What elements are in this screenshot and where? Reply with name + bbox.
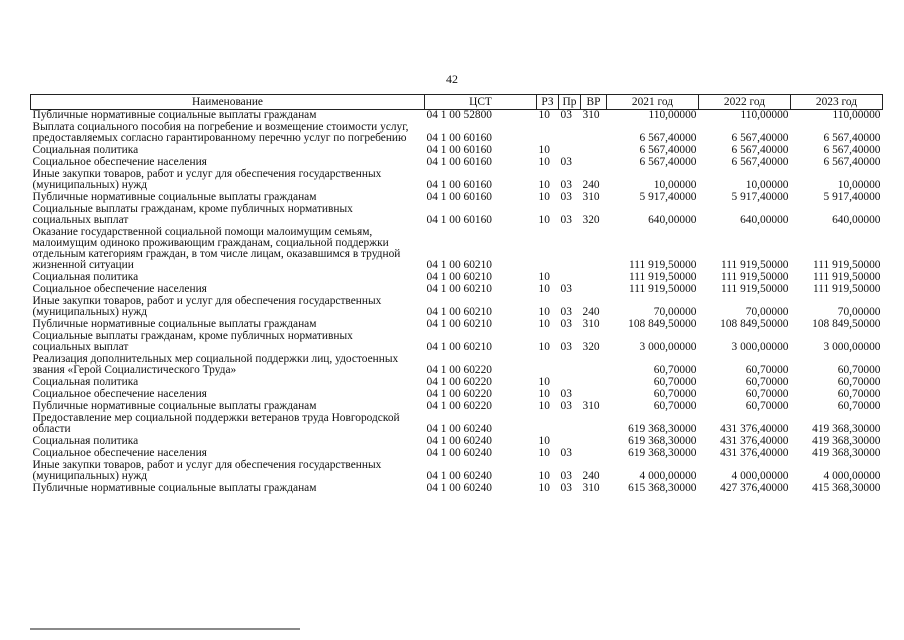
row-rz-code: 10 xyxy=(538,144,550,156)
row-csr-code: 04 1 00 60220 xyxy=(426,376,492,388)
table-row xyxy=(31,331,883,354)
row-name: Социальные выплаты гражданам, кроме публичных нормативных социальных выплат xyxy=(32,203,353,226)
row-amount-2021: 4 000,00000 xyxy=(639,470,697,482)
row-amount-2023: 70,00000 xyxy=(837,306,881,318)
table-row xyxy=(31,122,883,145)
row-pr-code: 03 xyxy=(560,306,572,318)
row-pr-code xyxy=(559,354,581,377)
row-rz-code: 10 xyxy=(538,283,550,295)
row-pr-code xyxy=(559,122,581,145)
row-amount-2021: 60,70000 xyxy=(653,364,697,376)
page-number: 42 xyxy=(446,72,458,86)
row-vr-code xyxy=(581,377,607,389)
row-name: Социальное обеспечение населения xyxy=(32,283,207,295)
row-vr-code: 240 xyxy=(582,179,600,191)
row-rz-code: 10 xyxy=(538,306,550,318)
row-pr-code: 03 xyxy=(560,470,572,482)
row-pr-code: 03 xyxy=(560,109,572,121)
row-rz-code: 10 xyxy=(538,179,550,191)
row-csr-code: 04 1 00 60210 xyxy=(426,341,492,353)
row-csr-code: 04 1 00 60210 xyxy=(426,306,492,318)
column-header-2022: 2022 год xyxy=(699,95,791,110)
row-name: Социальное обеспечение населения xyxy=(32,447,207,459)
row-vr-code xyxy=(581,448,607,460)
row-rz-code: 10 xyxy=(538,388,550,400)
row-amount-2021: 70,00000 xyxy=(653,306,697,318)
column-header-name: Наименование xyxy=(31,95,425,110)
row-amount-2021: 6 567,40000 xyxy=(639,144,697,156)
row-rz-code: 10 xyxy=(538,482,550,494)
row-pr-code: 03 xyxy=(560,388,572,400)
table-row xyxy=(31,169,883,192)
row-name: Социальная политика xyxy=(32,271,139,283)
row-vr-code: 310 xyxy=(582,109,600,121)
row-amount-2022: 640,00000 xyxy=(740,214,789,226)
row-vr-code: 310 xyxy=(582,318,600,330)
row-amount-2022: 431 376,40000 xyxy=(720,447,789,459)
row-pr-code: 03 xyxy=(560,482,572,494)
row-amount-2022: 5 917,40000 xyxy=(731,191,789,203)
row-amount-2023: 60,70000 xyxy=(837,400,881,412)
table-row xyxy=(31,204,883,227)
row-csr-code: 04 1 00 60210 xyxy=(426,259,492,271)
table-row xyxy=(31,227,883,272)
row-amount-2023: 6 567,40000 xyxy=(823,156,881,168)
row-csr-code: 04 1 00 60210 xyxy=(426,283,492,295)
row-rz-code: 10 xyxy=(538,109,550,121)
row-amount-2022: 431 376,40000 xyxy=(720,423,789,435)
row-rz-code: 10 xyxy=(538,470,550,482)
row-vr-code xyxy=(581,272,607,284)
row-amount-2022: 4 000,00000 xyxy=(731,470,789,482)
row-rz-code xyxy=(537,354,559,377)
footer-divider xyxy=(30,628,300,630)
column-header-rz: РЗ xyxy=(537,95,559,110)
row-vr-code xyxy=(581,145,607,157)
row-csr-code: 04 1 00 60220 xyxy=(426,400,492,412)
row-rz-code xyxy=(537,227,559,272)
row-vr-code xyxy=(581,227,607,272)
row-rz-code: 10 xyxy=(538,271,550,283)
row-amount-2021: 111 919,50000 xyxy=(629,271,697,283)
row-amount-2021: 619 368,30000 xyxy=(628,435,697,447)
row-csr-code: 04 1 00 60160 xyxy=(426,156,492,168)
row-name: Социальные выплаты гражданам, кроме публичных нормативных социальных выплат xyxy=(32,330,353,353)
row-vr-code: 240 xyxy=(582,470,600,482)
row-name: Реализация дополнительных мер социальной поддержки лиц, удостоенных звания «Герой Социалистического Труда» xyxy=(32,353,399,376)
row-pr-code: 03 xyxy=(560,341,572,353)
row-csr-code: 04 1 00 60160 xyxy=(426,144,492,156)
row-amount-2023: 419 368,30000 xyxy=(812,435,881,447)
column-header-2023: 2023 год xyxy=(791,95,883,110)
row-name: Публичные нормативные социальные выплаты гражданам xyxy=(32,482,317,494)
row-amount-2021: 60,70000 xyxy=(653,400,697,412)
row-amount-2023: 6 567,40000 xyxy=(823,132,881,144)
row-amount-2021: 640,00000 xyxy=(648,214,697,226)
row-amount-2022: 6 567,40000 xyxy=(731,156,789,168)
row-csr-code: 04 1 00 60160 xyxy=(426,191,492,203)
row-vr-code xyxy=(581,354,607,377)
row-csr-code: 04 1 00 60240 xyxy=(426,470,492,482)
row-rz-code xyxy=(537,122,559,145)
row-vr-code: 320 xyxy=(582,214,600,226)
row-amount-2022: 111 919,50000 xyxy=(721,283,789,295)
row-csr-code: 04 1 00 60240 xyxy=(426,482,492,494)
row-rz-code: 10 xyxy=(538,376,550,388)
row-amount-2023: 419 368,30000 xyxy=(812,447,881,459)
row-csr-code: 04 1 00 60160 xyxy=(426,214,492,226)
row-pr-code: 03 xyxy=(560,283,572,295)
row-csr-code: 04 1 00 60220 xyxy=(426,364,492,376)
row-pr-code: 03 xyxy=(560,318,572,330)
row-name: Публичные нормативные социальные выплаты гражданам xyxy=(32,318,317,330)
row-vr-code: 320 xyxy=(582,341,600,353)
row-amount-2023: 5 917,40000 xyxy=(823,191,881,203)
row-amount-2022: 6 567,40000 xyxy=(731,144,789,156)
row-name: Иные закупки товаров, работ и услуг для обеспечения государственных (муниципальных) нужд xyxy=(32,168,382,191)
row-name: Социальная политика xyxy=(32,144,139,156)
row-amount-2022: 10,00000 xyxy=(745,179,789,191)
row-rz-code: 10 xyxy=(538,214,550,226)
row-rz-code: 10 xyxy=(538,341,550,353)
row-amount-2023: 640,00000 xyxy=(832,214,881,226)
row-amount-2021: 60,70000 xyxy=(653,388,697,400)
column-header-csr: ЦСТ xyxy=(425,95,537,110)
row-rz-code xyxy=(537,413,559,436)
row-name: Социальное обеспечение населения xyxy=(32,156,207,168)
column-header-vr: ВР xyxy=(581,95,607,110)
row-amount-2021: 111 919,50000 xyxy=(629,259,697,271)
row-csr-code: 04 1 00 60240 xyxy=(426,423,492,435)
row-amount-2022: 108 849,50000 xyxy=(720,318,789,330)
row-name: Социальная политика xyxy=(32,376,139,388)
table-row xyxy=(31,354,883,377)
row-rz-code: 10 xyxy=(538,435,550,447)
budget-table xyxy=(30,94,883,495)
row-pr-code: 03 xyxy=(560,400,572,412)
row-csr-code: 04 1 00 60220 xyxy=(426,388,492,400)
row-vr-code: 310 xyxy=(582,482,600,494)
row-amount-2023: 415 368,30000 xyxy=(812,482,881,494)
row-amount-2023: 6 567,40000 xyxy=(823,144,881,156)
row-name: Оказание государственной социальной помощи малоимущим семьям, малоимущим одиноко проживающим гражданам, социальной поддержки отдельным категориям граждан, в том числе лицам, оказавшимся в трудной жизненной ситуации xyxy=(32,226,401,271)
row-vr-code xyxy=(581,284,607,296)
row-amount-2022: 60,70000 xyxy=(745,400,789,412)
row-vr-code xyxy=(581,157,607,169)
row-pr-code xyxy=(559,227,581,272)
row-amount-2021: 3 000,00000 xyxy=(639,341,697,353)
row-amount-2023: 4 000,00000 xyxy=(823,470,881,482)
row-vr-code xyxy=(581,122,607,145)
row-name: Социальная политика xyxy=(32,435,139,447)
row-amount-2022: 60,70000 xyxy=(745,364,789,376)
row-rz-code: 10 xyxy=(538,400,550,412)
row-name: Предоставление мер социальной поддержки ветеранов труда Новгородской области xyxy=(32,412,400,435)
row-amount-2022: 111 919,50000 xyxy=(721,259,789,271)
row-amount-2021: 10,00000 xyxy=(653,179,697,191)
row-name: Публичные нормативные социальные выплаты гражданам xyxy=(32,400,317,412)
row-amount-2021: 615 368,30000 xyxy=(628,482,697,494)
row-amount-2022: 6 567,40000 xyxy=(731,132,789,144)
table-row xyxy=(31,460,883,483)
row-amount-2023: 108 849,50000 xyxy=(812,318,881,330)
row-amount-2022: 70,00000 xyxy=(745,306,789,318)
row-vr-code: 310 xyxy=(582,400,600,412)
row-amount-2022: 431 376,40000 xyxy=(720,435,789,447)
row-csr-code: 04 1 00 60160 xyxy=(426,132,492,144)
row-csr-code: 04 1 00 60240 xyxy=(426,447,492,459)
row-name: Иные закупки товаров, работ и услуг для обеспечения государственных (муниципальных) нужд xyxy=(32,295,382,318)
row-name: Публичные нормативные социальные выплаты гражданам xyxy=(32,109,317,121)
row-amount-2021: 108 849,50000 xyxy=(628,318,697,330)
row-amount-2023: 110,00000 xyxy=(832,109,881,121)
row-rz-code: 10 xyxy=(538,191,550,203)
row-amount-2021: 619 368,30000 xyxy=(628,447,697,459)
column-header-2021: 2021 год xyxy=(607,95,699,110)
row-amount-2022: 111 919,50000 xyxy=(721,271,789,283)
row-amount-2023: 10,00000 xyxy=(837,179,881,191)
row-amount-2021: 110,00000 xyxy=(648,109,697,121)
row-rz-code: 10 xyxy=(538,318,550,330)
row-amount-2023: 60,70000 xyxy=(837,388,881,400)
row-vr-code: 310 xyxy=(582,191,600,203)
row-amount-2021: 619 368,30000 xyxy=(628,423,697,435)
row-csr-code: 04 1 00 60160 xyxy=(426,179,492,191)
row-amount-2021: 60,70000 xyxy=(653,376,697,388)
row-name: Иные закупки товаров, работ и услуг для обеспечения государственных (муниципальных) нужд xyxy=(32,459,382,482)
column-header-pr: Пр xyxy=(559,95,581,110)
table-body xyxy=(31,110,883,496)
row-amount-2022: 110,00000 xyxy=(740,109,789,121)
row-amount-2023: 60,70000 xyxy=(837,376,881,388)
row-amount-2021: 111 919,50000 xyxy=(629,283,697,295)
row-rz-code: 10 xyxy=(538,447,550,459)
table-row xyxy=(31,296,883,319)
row-amount-2023: 111 919,50000 xyxy=(813,283,881,295)
row-amount-2023: 111 919,50000 xyxy=(813,259,881,271)
row-rz-code: 10 xyxy=(538,156,550,168)
row-amount-2023: 111 919,50000 xyxy=(813,271,881,283)
row-name: Социальное обеспечение населения xyxy=(32,388,207,400)
row-name: Выплата социального пособия на погребение и возмещение стоимости услуг, предоставляемых согласно гарантированному перечню услуг по погребению xyxy=(32,121,409,144)
table-row xyxy=(31,413,883,436)
row-csr-code: 04 1 00 60210 xyxy=(426,271,492,283)
row-vr-code xyxy=(581,436,607,448)
row-csr-code: 04 1 00 60240 xyxy=(426,435,492,447)
row-amount-2022: 60,70000 xyxy=(745,376,789,388)
row-vr-code xyxy=(581,413,607,436)
row-amount-2022: 3 000,00000 xyxy=(731,341,789,353)
row-amount-2022: 60,70000 xyxy=(745,388,789,400)
row-pr-code: 03 xyxy=(560,191,572,203)
table-header-row xyxy=(31,95,883,110)
row-amount-2021: 5 917,40000 xyxy=(639,191,697,203)
row-pr-code: 03 xyxy=(560,214,572,226)
row-pr-code: 03 xyxy=(560,156,572,168)
row-name: Публичные нормативные социальные выплаты гражданам xyxy=(32,191,317,203)
row-amount-2023: 3 000,00000 xyxy=(823,341,881,353)
row-pr-code: 03 xyxy=(560,447,572,459)
row-amount-2021: 6 567,40000 xyxy=(639,132,697,144)
row-csr-code: 04 1 00 52800 xyxy=(426,109,492,121)
row-csr-code: 04 1 00 60210 xyxy=(426,318,492,330)
table-row xyxy=(31,483,883,495)
row-amount-2023: 60,70000 xyxy=(837,364,881,376)
row-pr-code: 03 xyxy=(560,179,572,191)
row-pr-code xyxy=(559,413,581,436)
row-vr-code: 240 xyxy=(582,306,600,318)
row-amount-2021: 6 567,40000 xyxy=(639,156,697,168)
row-amount-2022: 427 376,40000 xyxy=(720,482,789,494)
row-amount-2023: 419 368,30000 xyxy=(812,423,881,435)
